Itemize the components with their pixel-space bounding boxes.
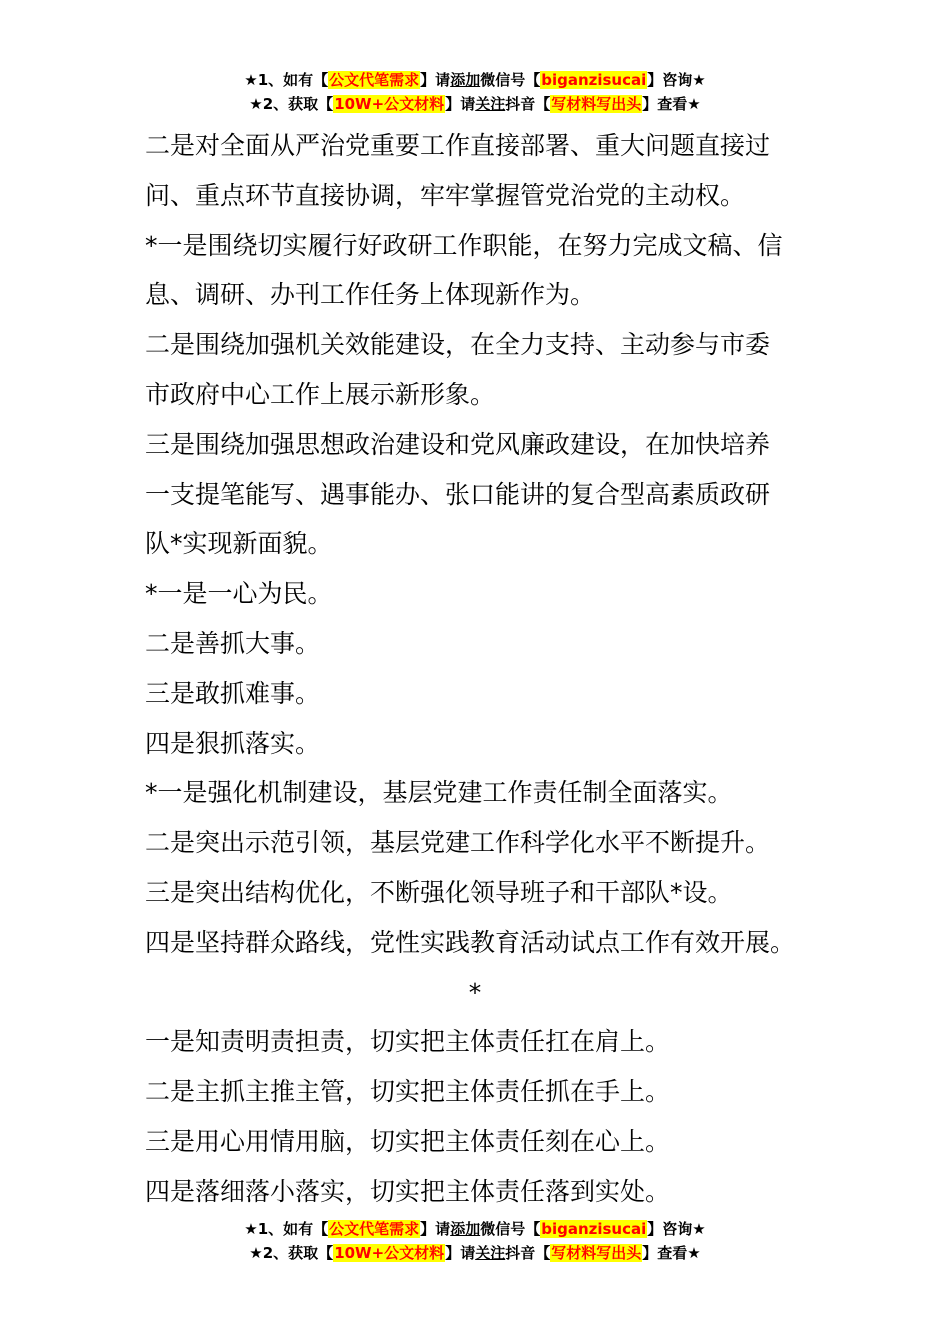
body-line: 二是善抓大事。	[145, 628, 321, 658]
body-line: 三是用心用情用脑，切实把主体责任刻在心上。	[145, 1126, 671, 1156]
body-line: *一是一心为民。	[145, 579, 333, 609]
promo-line-1	[0, 68, 950, 92]
body-line: 队*实现新面貌。	[145, 529, 333, 559]
body-line: 一是知责明责担责，切实把主体责任扛在肩上。	[145, 1027, 671, 1057]
body-line: *一是强化机制建设，基层党建工作责任制全面落实。	[145, 778, 733, 808]
promo-wechat-id: biganzisucai	[541, 71, 647, 89]
promo-text: ★1、如有【	[244, 71, 329, 89]
promo-text: 】咨询★	[647, 71, 706, 89]
promo-highlight: 10W+公文材料	[334, 95, 445, 113]
body-line: 二是突出示范引领，基层党建工作科学化水平不断提升。	[145, 828, 771, 858]
promo-text: 微信号【	[480, 1220, 541, 1238]
promo-underlined-text: 添加	[450, 1220, 481, 1238]
promo-line-2	[0, 1241, 950, 1265]
promo-highlight: 10W+公文材料	[334, 1244, 445, 1262]
promo-highlight: 公文代笔需求	[329, 1220, 420, 1238]
promo-wechat-id: biganzisucai	[541, 1220, 647, 1238]
promo-text: 】查看★	[642, 95, 701, 113]
promo-text: ★2、获取【	[249, 95, 334, 113]
promo-text: 微信号【	[480, 71, 541, 89]
promo-text: 】请	[420, 1220, 451, 1238]
body-line: *一是围绕切实履行好政研工作职能，在努力完成文稿、信	[145, 230, 783, 260]
body-line: 问、重点环节直接协调，牢牢掌握管党治党的主动权。	[145, 180, 746, 210]
promo-text: ★1、如有【	[244, 1220, 329, 1238]
body-line: 二是围绕加强机关效能建设，在全力支持、主动参与市委	[145, 330, 771, 360]
header-promo-banner	[0, 68, 950, 116]
promo-underlined-text: 关注	[475, 1244, 506, 1262]
body-line: 三是围绕加强思想政治建设和党风廉政建设，在加快培养	[145, 429, 771, 459]
promo-text: 】请	[445, 1244, 476, 1262]
body-line: 三是敢抓难事。	[145, 678, 321, 708]
promo-text: 】请	[445, 95, 476, 113]
document-body	[145, 121, 825, 1217]
promo-text: 抖音【	[505, 1244, 551, 1262]
body-line: 一支提笔能写、遇事能办、张口能讲的复合型高素质政研	[145, 479, 771, 509]
body-line: 四是坚持群众路线，党性实践教育活动试点工作有效开展。	[145, 927, 796, 957]
promo-underlined-text: 添加	[450, 71, 481, 89]
promo-line-2	[0, 92, 950, 116]
promo-highlight: 公文代笔需求	[329, 71, 420, 89]
footer-promo-banner	[0, 1217, 950, 1265]
promo-line-1	[0, 1217, 950, 1241]
body-line: 二是主抓主推主管，切实把主体责任抓在手上。	[145, 1077, 671, 1107]
promo-douyin-account: 写材料写出头	[551, 95, 642, 113]
promo-text: ★2、获取【	[249, 1244, 334, 1262]
body-line: 四是狠抓落实。	[145, 728, 321, 758]
body-line: 市政府中心工作上展示新形象。	[145, 379, 496, 409]
body-line: 三是突出结构优化，不断强化领导班子和干部队*设。	[145, 877, 733, 907]
promo-text: 】请	[420, 71, 451, 89]
promo-text: 】咨询★	[647, 1220, 706, 1238]
section-separator: *	[468, 977, 482, 1007]
promo-douyin-account: 写材料写出头	[551, 1244, 642, 1262]
body-line: 四是落细落小落实，切实把主体责任落到实处。	[145, 1176, 671, 1206]
promo-text: 抖音【	[505, 95, 551, 113]
body-line: 二是对全面从严治党重要工作直接部署、重大问题直接过	[145, 131, 771, 160]
body-line: 息、调研、办刊工作任务上体现新作为。	[145, 280, 596, 310]
promo-underlined-text: 关注	[475, 95, 506, 113]
promo-text: 】查看★	[642, 1244, 701, 1262]
